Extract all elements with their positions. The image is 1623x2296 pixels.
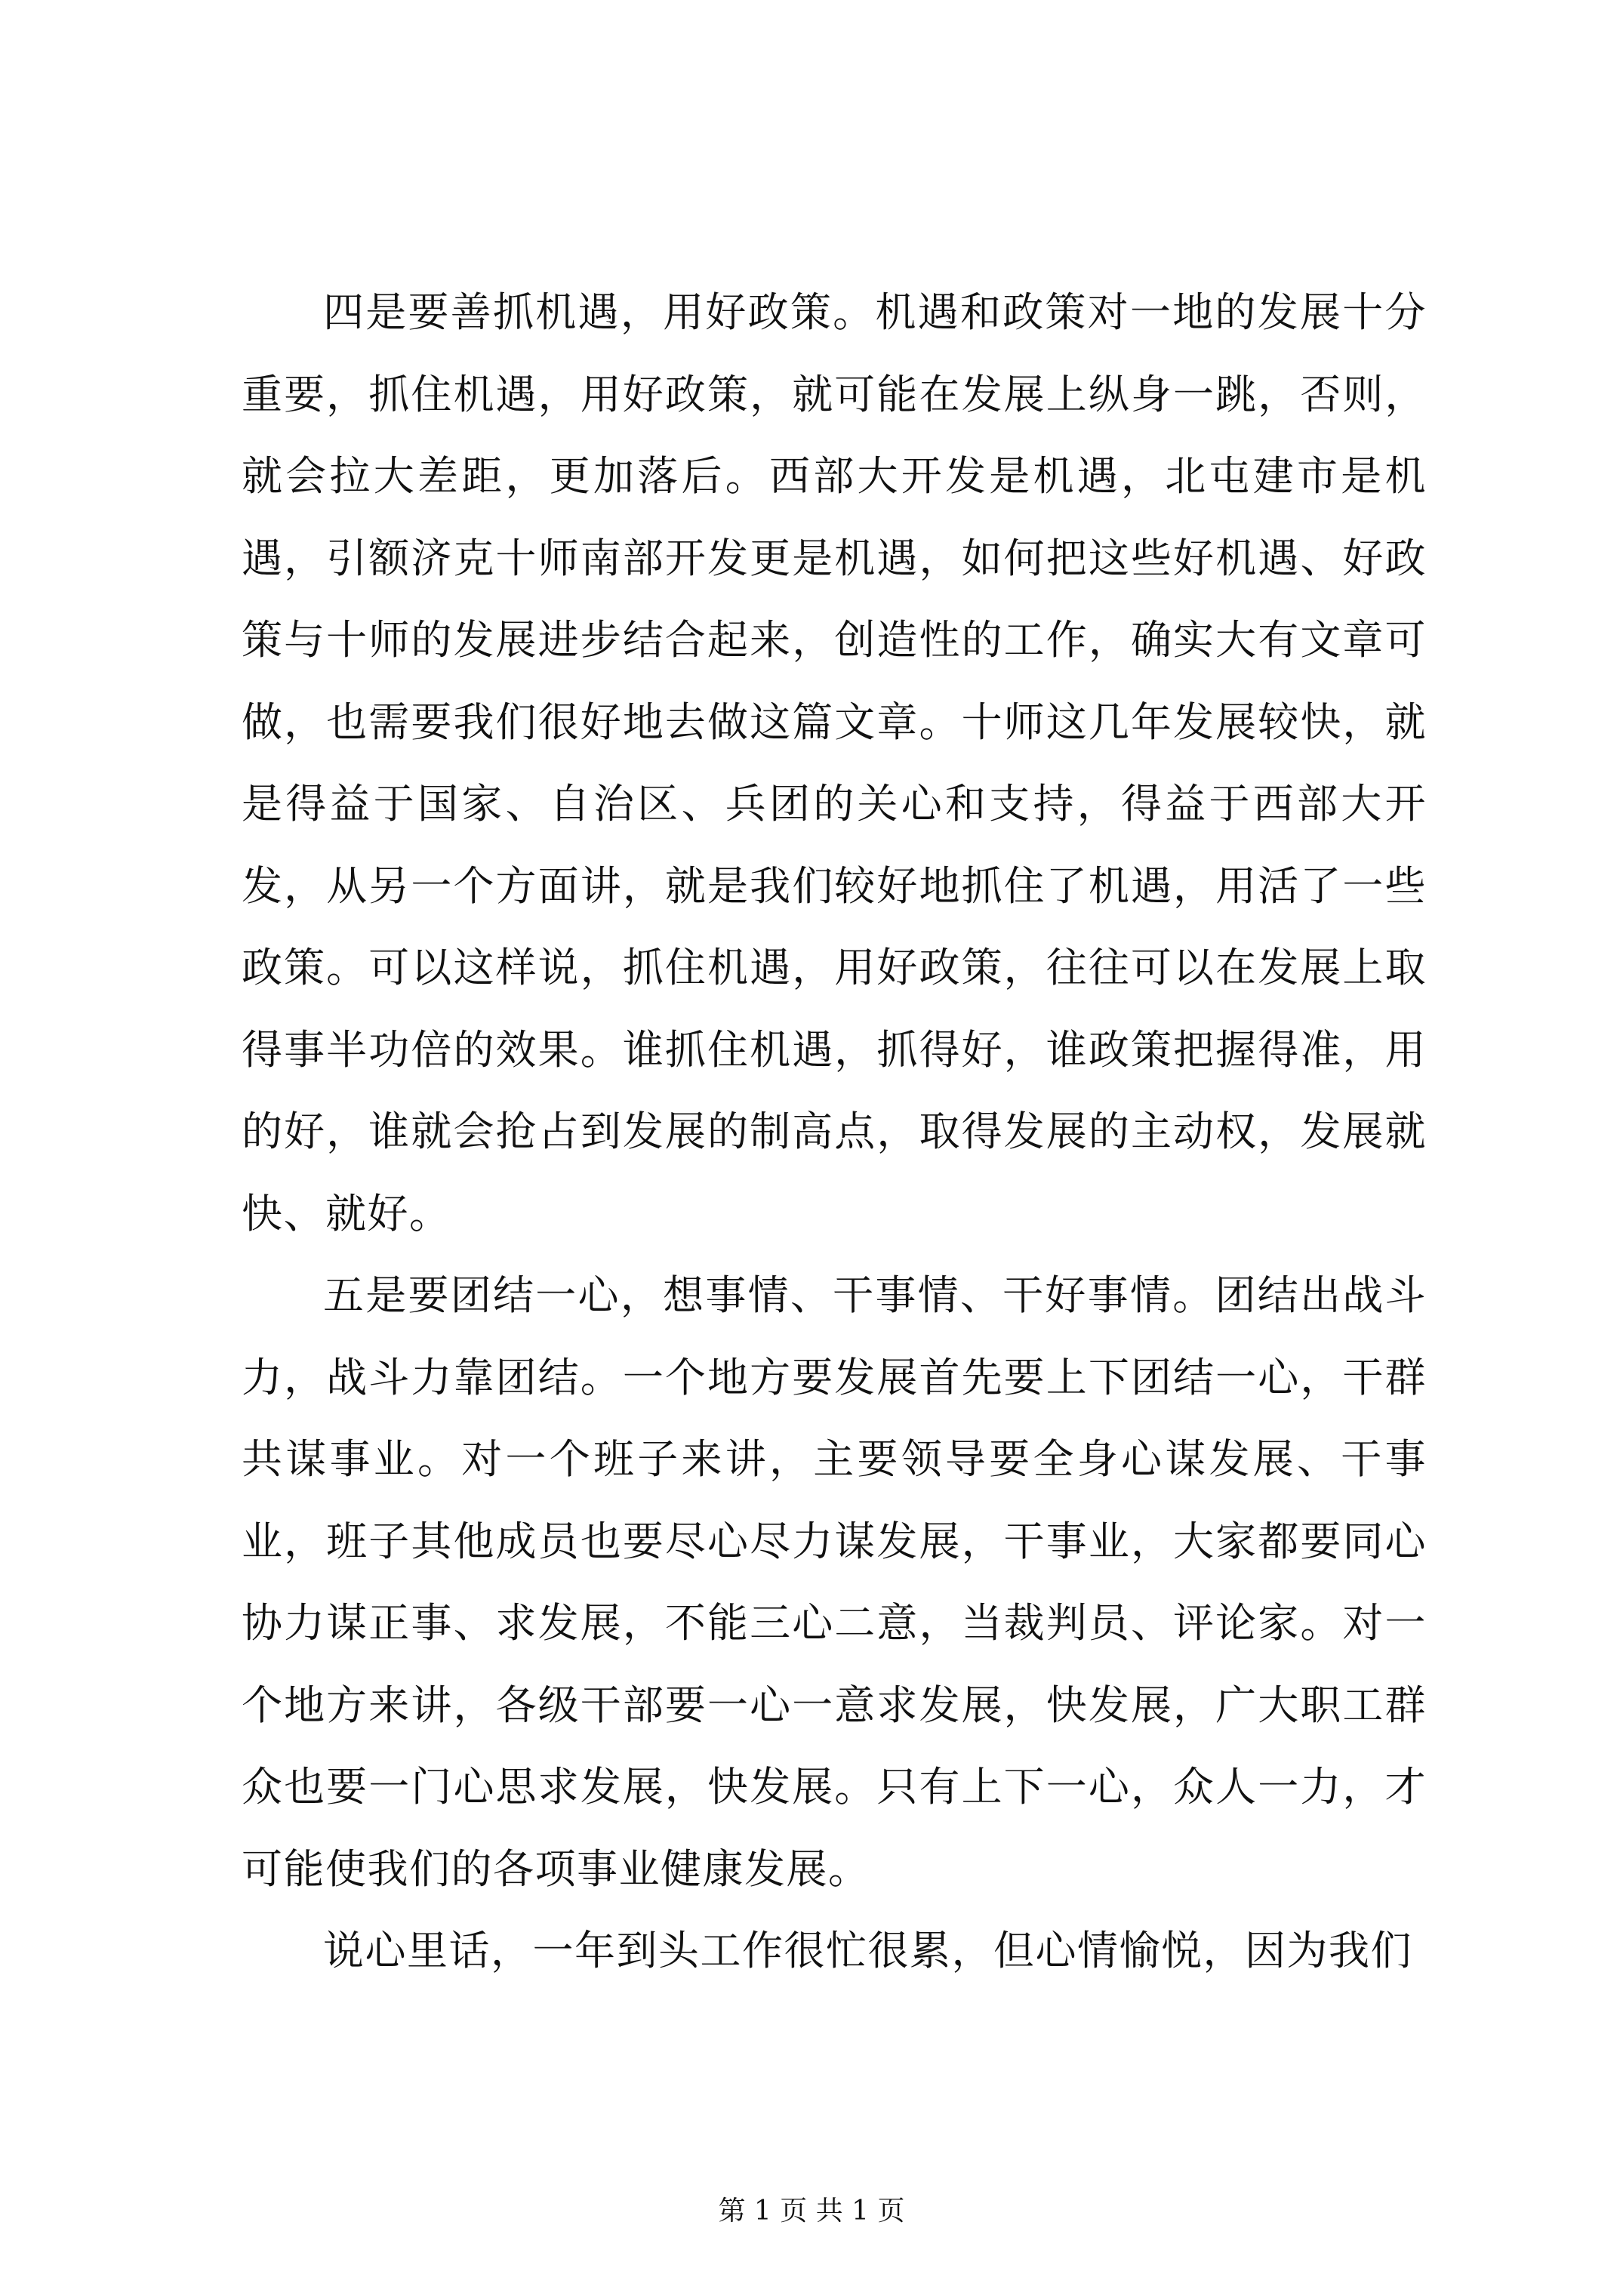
paragraph-2: 五是要团结一心，想事情、干事情、干好事情。团结出战斗力，战斗力靠团结。一个地方要发展首先要上下团结一心，干群共谋事业。对一个班子来讲，主要领导要全身心谋发展、干事业，班子其他成员也要尽心尽力谋发展，干事业，大家都要同心协力谋正事、求发展，不能三心二意，当裁判员、评论家。对一个地方来讲，各级干部要一心一意求发展，快发展，广大职工群众也要一门心思求发展，快发展。只有上下一心，众人一力，才可能使我们的各项事业健康发展。 (242, 1271, 1427, 1893)
document-body (242, 272, 1427, 1992)
paragraph-3: 说心里话，一年到头工作很忙很累，但心情愉悦，因为我们 (323, 1927, 1412, 1974)
page-footer: 第 1 页 共 1 页 (718, 2196, 905, 2227)
paragraph-1: 四是要善抓机遇，用好政策。机遇和政策对一地的发展十分重要，抓住机遇，用好政策，就可能在发展上纵身一跳，否则，就会拉大差距，更加落后。西部大开发是机遇，北屯建市是机遇，引额济克十师南部开发更是机遇，如何把这些好机遇、好政策与十师的发展进步结合起来，创造性的工作，确实大有文章可做，也需要我们很好地去做这篇文章。十师这几年发展较快，就是得益于国家、自治区、兵团的关心和支持，得益于西部大开发，从另一个方面讲，就是我们较好地抓住了机遇，用活了一些政策。可以这样说，抓住机遇，用好政策，往往可以在发展上取得事半功倍的效果。谁抓住机遇，抓得好，谁政策把握得准，用的好，谁就会抢占到发展的制高点，取得发展的主动权，发展就快、就好。 (242, 288, 1427, 1237)
